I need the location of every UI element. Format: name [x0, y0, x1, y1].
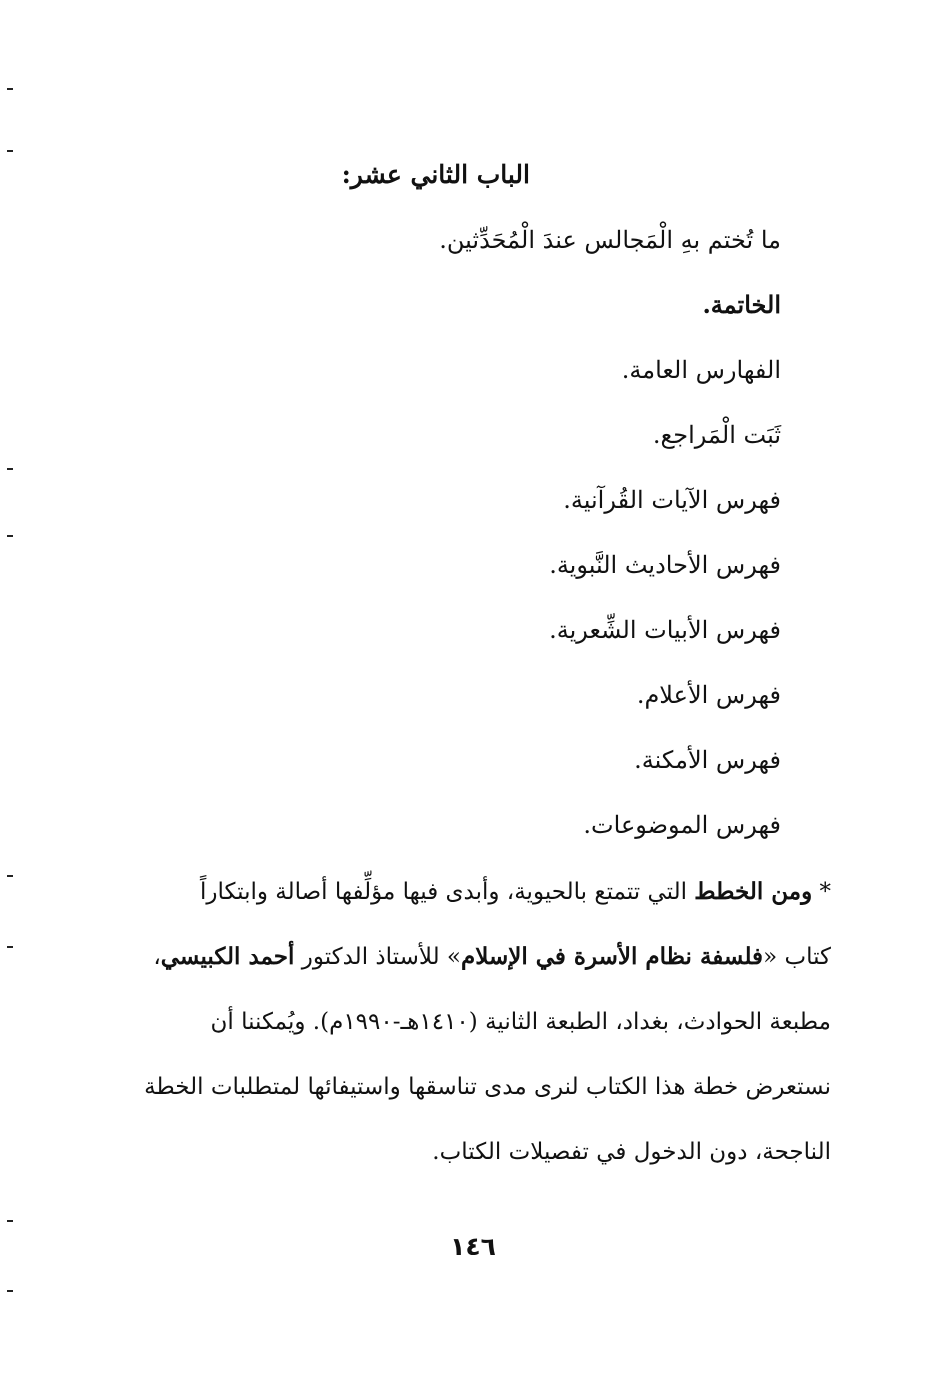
scan-edge-mark: [7, 468, 13, 470]
author-name: أحمد الكبيسي: [160, 943, 295, 970]
paragraph-text: » للأستاذ الدكتور: [294, 944, 461, 970]
scan-edge-mark: [7, 535, 13, 537]
scan-edge-mark: [7, 1290, 13, 1292]
index-item-references: ثَبَت الْمَراجع.: [652, 421, 781, 449]
scan-edge-mark: [7, 88, 13, 90]
paragraph-line: [115, 872, 831, 912]
chapter-title: الباب الثاني عشر:: [341, 160, 530, 189]
paragraph-line: الناجحة، دون الدخول في تفصيلات الكتاب.: [432, 1139, 831, 1165]
scan-edge-mark: [7, 150, 13, 152]
index-item-general: الفهارس العامة.: [621, 356, 781, 384]
paragraph-line: [115, 937, 831, 977]
paragraph-text: التي تتمتع بالحيوية، وأبدى فيها مؤلِّفها أصالة وابتكاراً: [199, 879, 695, 905]
index-item-hadiths: فهرس الأحاديث النَّبوية.: [549, 551, 781, 579]
index-item-places: فهرس الأمكنة.: [634, 746, 781, 774]
scan-edge-mark: [7, 1220, 13, 1222]
index-item-persons: فهرس الأعلام.: [636, 681, 781, 709]
paragraph-line: نستعرض خطة هذا الكتاب لنرى مدى تناسقها واستيفائها لمتطلبات الخطة: [144, 1074, 831, 1100]
scan-edge-mark: [7, 875, 13, 877]
paragraph-text: ،: [153, 944, 161, 970]
bold-phrase: ومن الخطط: [694, 878, 813, 905]
conclusion-heading: الخاتمة.: [702, 290, 781, 319]
scan-edge-mark: [7, 946, 13, 948]
page-number: ١٤٦: [450, 1232, 496, 1261]
book-title: فلسفة نظام الأسرة في الإسلام: [460, 943, 764, 970]
chapter-subtitle: ما تُختم بهِ الْمَجالس عندَ الْمُحَدِّثين.: [439, 226, 781, 254]
index-item-quran-verses: فهرس الآيات القُرآنية.: [563, 486, 781, 514]
index-item-poetry: فهرس الأبيات الشِّعرية.: [549, 616, 781, 644]
bullet-asterisk: *: [812, 879, 831, 905]
paragraph-text: كتاب «: [763, 944, 831, 970]
index-item-topics: فهرس الموضوعات.: [583, 811, 781, 839]
paragraph-line: مطبعة الحوادث، بغداد، الطبعة الثانية (١٤١٠هـ-١٩٩٠م). ويُمكننا أن: [210, 1009, 831, 1035]
